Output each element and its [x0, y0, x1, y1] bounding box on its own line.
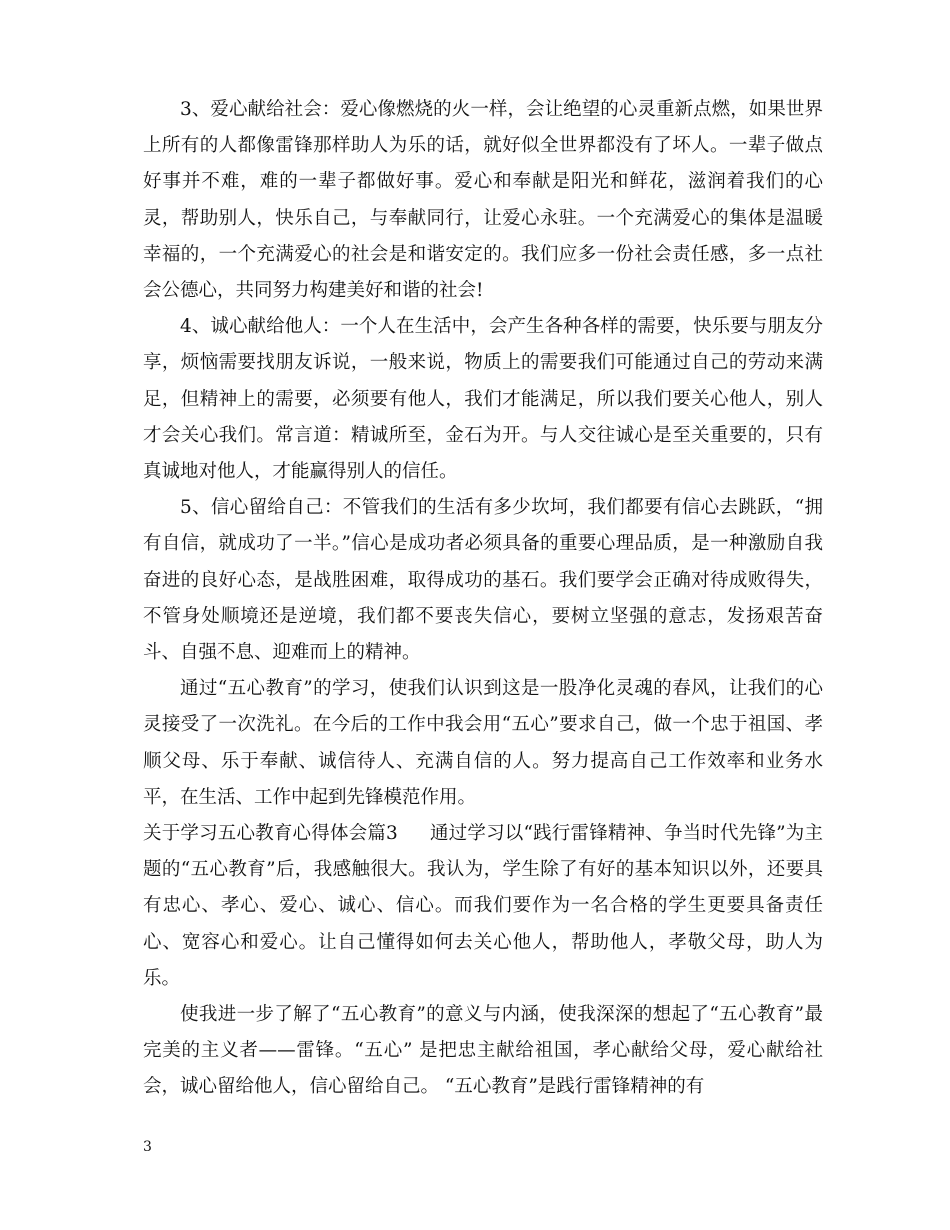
section-title: 关于学习五心教育心得体会篇3 — [143, 823, 398, 845]
paragraph-summary: 通过“五心教育”的学习，使我们认识到这是一股净化灵魂的春风，让我们的心灵接受了一次洗礼。在今后的工作中我会用“五心”要求自己，做一个忠于祖国、孝顺父母、乐于奉献、诚信待人、充满自信的人。努力提高自己工作效率和业务水平，在生活、工作中起到先锋模范作用。 — [143, 678, 823, 808]
paragraph-sincerity-for-others: 4、诚心献给他人：一个人在生活中，会产生各种各样的需要，快乐要与朋友分享，烦恼需要找朋友诉说，一般来说，物质上的需要我们可能通过自己的劳动来满足，但精神上的需要，必须要有他人，我们才能满足，所以我们要关心他人，别人才会关心我们。常言道：精诚所至，金石为开。与人交往诚心是至关重要的，只有真诚地对他人，才能赢得别人的信任。 — [143, 316, 823, 483]
section-intro: 通过学习以“践行雷锋精神、争当时代先锋”为主题的“五心教育”后，我感触很大。我认为，学生除了有好的基本知识以外，还要具有忠心、孝心、爱心、诚心、信心。而我们要作为一名合格的学生更要具备责任心、宽容心和爱心。让自己懂得如何去关心他人，帮助他人，孝敬父母，助人为乐。 — [143, 823, 823, 989]
paragraph-confidence-for-self: 5、信心留给自己：不管我们的生活有多少坎坷，我们都要有信心去跳跃，“拥有自信，就成功了一半。”信心是成功者必须具备的重要心理品质，是一种激励自我奋进的良好心态，是战胜困难，取得成功的基石。我们要学会正确对待成败得失，不管身处顺境还是逆境，我们都不要丧失信心，要树立坚强的意志，发扬艰苦奋斗、自强不息、迎难而上的精神。 — [143, 497, 823, 664]
document-body — [143, 92, 823, 1106]
paragraph-lei-feng: 使我进一步了解了“五心教育”的意义与内涵，使我深深的想起了“五心教育”最完美的主义者——雷锋。“五心” 是把忠主献给祖国，孝心献给父母，爱心献给社会，诚心留给他人，信心留给自己。 “五心教育”是践行雷锋精神的有 — [143, 1004, 823, 1098]
page-number: 3 — [143, 1139, 152, 1155]
section-heading-paragraph — [143, 816, 823, 997]
paragraph-love-for-society: 3、爱心献给社会：爱心像燃烧的火一样，会让绝望的心灵重新点燃，如果世界上所有的人都像雷锋那样助人为乐的话，就好似全世界都没有了坏人。一辈子做点好事并不难，难的一辈子都做好事。爱心和奉献是阳光和鲜花，滋润着我们的心灵，帮助别人，快乐自己，与奉献同行，让爱心永驻。一个充满爱心的集体是温暖幸福的，一个充满爱心的社会是和谐安定的。我们应多一份社会责任感，多一点社会公德心，共同努力构建美好和谐的社会! — [143, 99, 823, 302]
